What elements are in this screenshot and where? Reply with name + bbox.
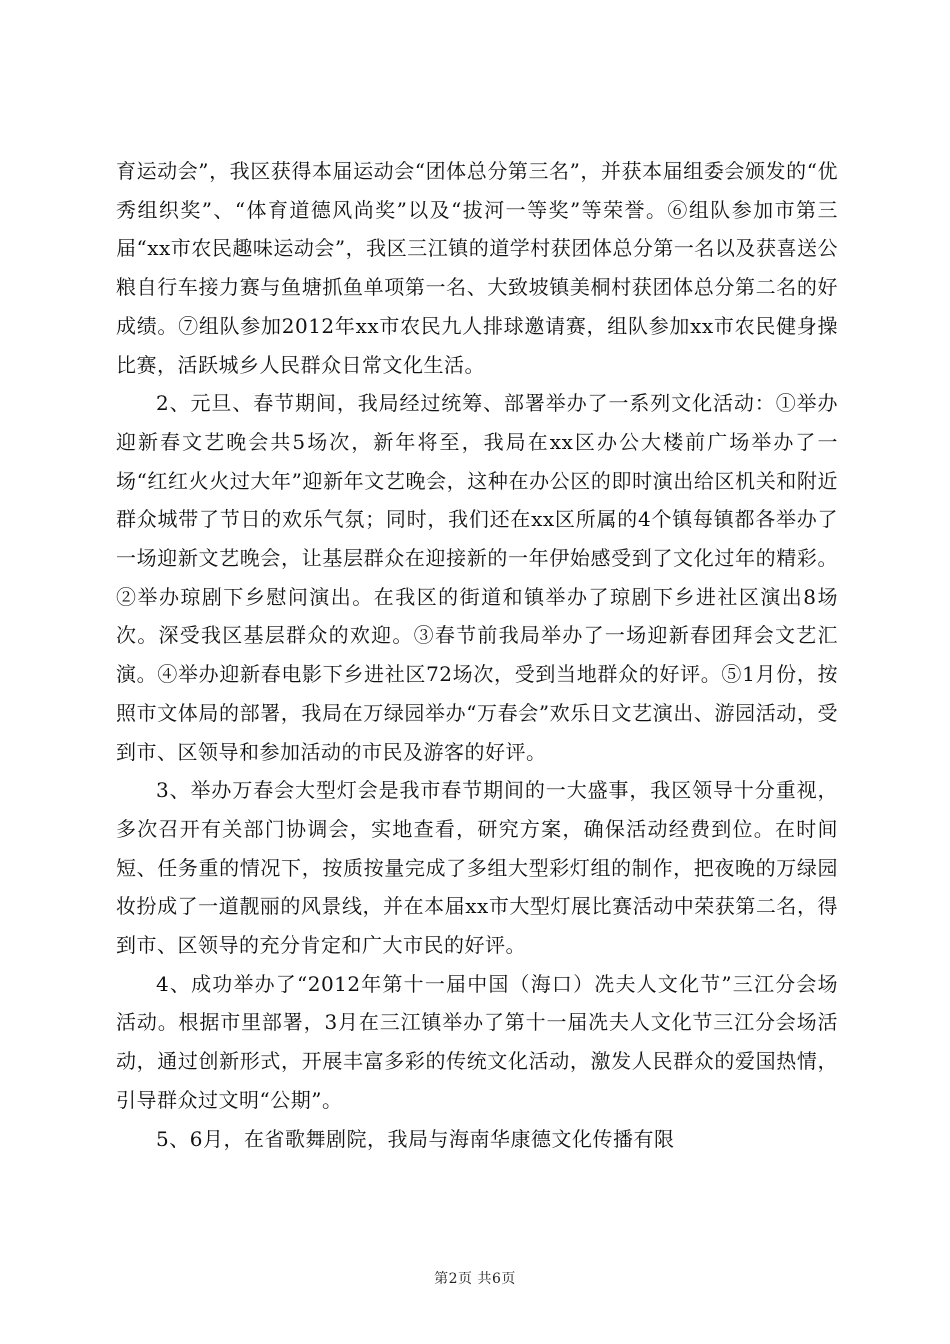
paragraph-4: 4、成功举办了“2012年第十一届中国（海口）冼夫人文化节”三江分会场活动。根据市里部署，3月在三江镇举办了第十一届冼夫人文化节三江分会场活动，通过创新形式，开展丰富多彩的传统文化活动，激发人民群众的爱国热情，引导群众过文明“公期”。: [116, 971, 838, 1112]
page-footer: 第2页 共6页: [434, 1271, 516, 1287]
paragraph-3: 3、举办万春会大型灯会是我市春节期间的一大盛事，我区领导十分重视，多次召开有关部门协调会，实地查看，研究方案，确保活动经费到位。在时间短、任务重的情况下，按质按量完成了多组大型彩灯组的制作，把夜晚的万绿园妆扮成了一道靓丽的风景线，并在本届xx市大型灯展比赛活动中荣获第二名，得到市、区领导的充分肯定和广大市民的好评。: [116, 778, 838, 958]
paragraph-5: 5、6月，在省歌舞剧院，我局与海南华康德文化传播有限: [156, 1126, 675, 1151]
paragraph-continuation: 育运动会”，我区获得本届运动会“团体总分第三名”，并获本届组委会颁发的“优秀组织奖”、“体育道德风尚奖”以及“拔河一等奖”等荣誉。⑥组队参加市第三届“xx市农民趣味运动会”，我区三江镇的道学村获团体总分第一名以及获喜送公粮自行车接力赛与鱼塘抓鱼单项第一名、大致坡镇美桐村获团体总分第二名的好成绩。⑦组队参加2012年xx市农民九人排球邀请赛，组队参加xx市农民健身操比赛，活跃城乡人民群众日常文化生活。: [116, 159, 838, 377]
paragraph-2: 2、元旦、春节期间，我局经过统筹、部署举办了一系列文化活动：①举办迎新春文艺晚会共5场次，新年将至，我局在xx区办公大楼前广场举办了一场“红红火火过大年”迎新年文艺晚会，这种在办公区的即时演出给区机关和附近群众城带了节日的欢乐气氛；同时，我们还在xx区所属的4个镇每镇都各举办了一场迎新文艺晚会，让基层群众在迎接新的一年伊始感受到了文化过年的精彩。②举办琼剧下乡慰问演出。在我区的街道和镇举办了琼剧下乡进社区演出8场次。深受我区基层群众的欢迎。③春节前我局举办了一场迎新春团拜会文艺汇演。④举办迎新春电影下乡进社区72场次，受到当地群众的好评。⑤1月份，按照市文体局的部署，我局在万绿园举办“万春会”欢乐日文艺演出、游园活动，受到市、区领导和参加活动的市民及游客的好评。: [116, 391, 838, 764]
document-body: [116, 152, 838, 1158]
